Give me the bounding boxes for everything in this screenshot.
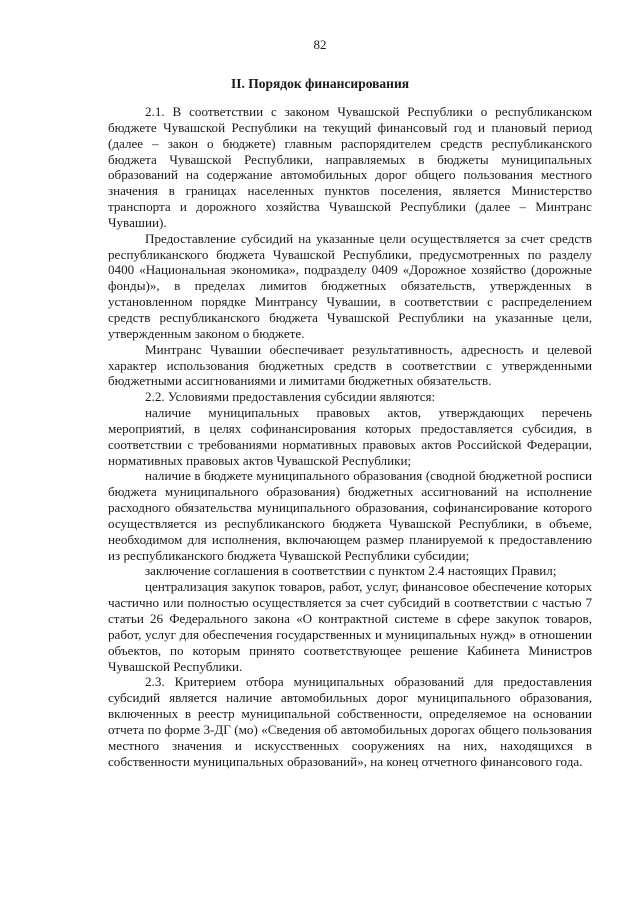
paragraph-condition-agreement: заключение соглашения в соответствии с пунктом 2.4 настоящих Правил; xyxy=(145,563,557,579)
paragraph-2-2: 2.2. Условиями предоставления субсидии являются: xyxy=(145,389,436,405)
section-title: II. Порядок финансирования xyxy=(230,76,410,91)
body-text xyxy=(108,104,592,769)
paragraph-condition-legal-acts: наличие муниципальных правовых актов, утверждающих перечень мероприятий, в целях софинансирования которых предоставляется субсидия, в соответствии с требованиями нормативных правовых актов Российской Федерации, нормативных правовых актов Чувашской Республики; xyxy=(108,405,592,468)
paragraph-subsidy-funding: Предоставление субсидий на указанные цели осуществляется за счет средств республиканского бюджета Чувашской Республики, предусмотренных по разделу 0400 «Национальная экономика», подразделу 0409 «Дорожное хозяйство (дорожные фонды)», в пределах лимитов бюджетных обязательств, утвержденных в установленном порядке Минтрансу Чувашии, в соответствии с распределением средств республиканского бюджета Чувашской Республики на указанные цели, утвержденным законом о бюджете. xyxy=(108,230,592,341)
paragraph-mintrans-responsibility: Минтранс Чувашии обеспечивает результативность, адресность и целевой характер использования бюджетных средств в соответствии с утвержденными бюджетными ассигнованиями и лимитами бюджетных обязательств. xyxy=(108,341,592,389)
paragraph-2-1: 2.1. В соответствии с законом Чувашской Республики о республиканском бюджете Чувашской Республики на текущий финансовый год и плановый период (далее – закон о бюджете) главным распорядителем средств республиканского бюджета Чувашской Республики, направляемых в бюджеты муниципальных образований на содержание автомобильных дорог общего пользования местного значения в границах населенных пунктов поселения, является Министерство транспорта и дорожного хозяйства Чувашской Республики (далее – Минтранс Чувашии). xyxy=(108,104,592,230)
paragraph-2-3: 2.3. Критерием отбора муниципальных образований для предоставления субсидий является наличие автомобильных дорог муниципального образования, включенных в реестр муниципальной собственности, определяемое на основании отчета по форме 3-ДГ (мо) «Сведения об автомобильных дорогах общего пользования местного значения и искусственных сооружениях на них, находящихся в собственности муниципальных образований», на конец отчетного финансового года. xyxy=(108,674,592,769)
page-number: 82 xyxy=(313,37,327,52)
paragraph-condition-procurement: централизация закупок товаров, работ, услуг, финансовое обеспечение которых частично или полностью осуществляется за счет субсидий в соответствии с частью 7 статьи 26 Федерального закона «О контрактной системе в сфере закупок товаров, работ, услуг для обеспечения государственных и муниципальных нужд» в отношении объектов, по которым принято соответствующее решение Кабинета Министров Чувашской Республики. xyxy=(108,579,592,674)
paragraph-condition-budget-allocations: наличие в бюджете муниципального образования (сводной бюджетной росписи бюджета муниципального образования) бюджетных ассигнований на исполнение расходного обязательства муниципального образования, софинансирование которого осуществляется из республиканского бюджета Чувашской Республики, в объеме, необходимом для исполнения, включающем размер планируемой к предоставлению из республиканского бюджета Чувашской Республики субсидии; xyxy=(108,468,592,563)
